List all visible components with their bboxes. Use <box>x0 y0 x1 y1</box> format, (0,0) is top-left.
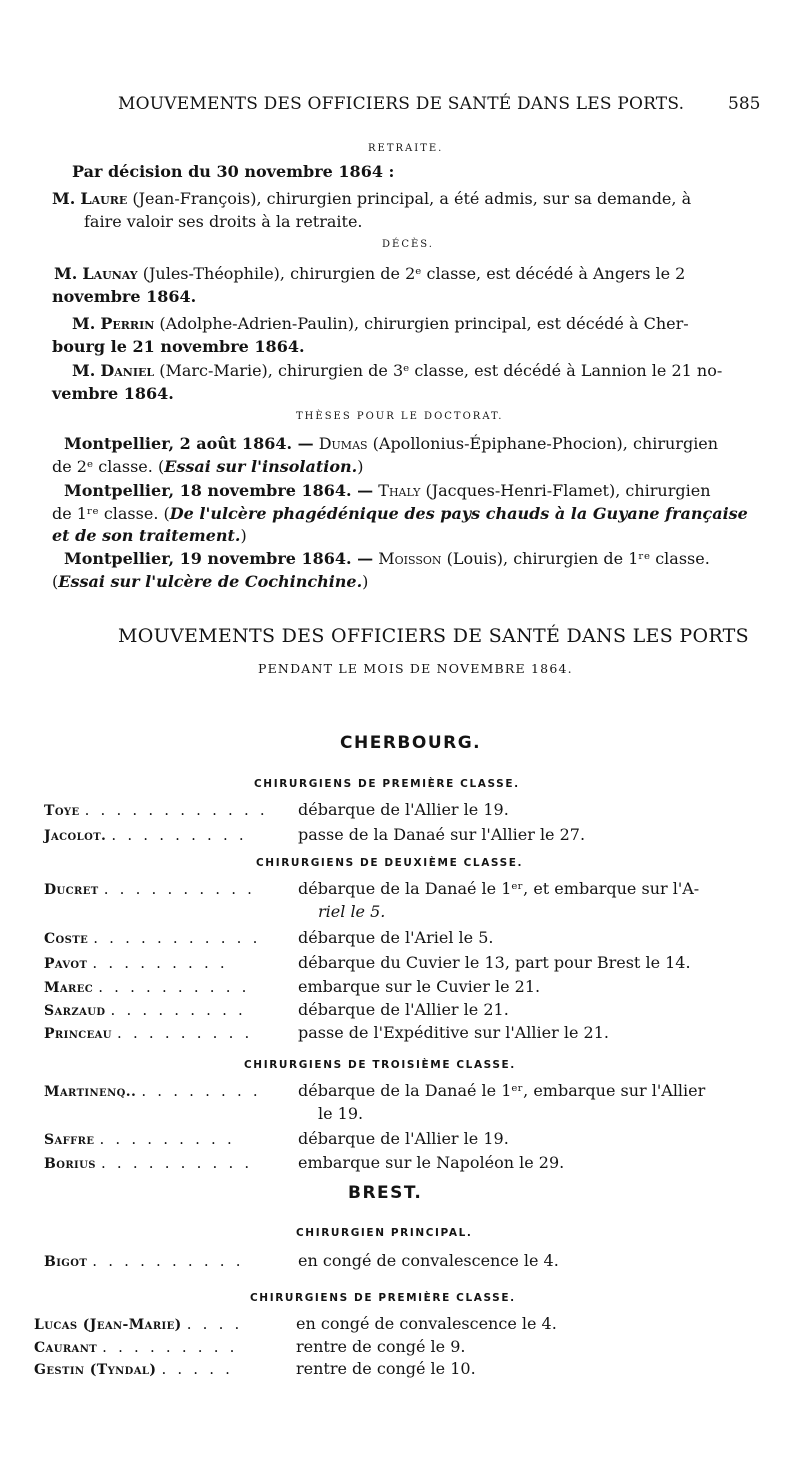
group-label: CHIRURGIENS DE DEUXIÈME CLASSE. <box>256 857 524 869</box>
person-name: Dumas <box>318 434 368 453</box>
list-item: Princeau . . . . . . . . . <box>44 1024 253 1042</box>
movement-text: débarque de la Danaé le 1ᵉʳ, embarque sur l'Allier <box>298 1081 706 1100</box>
section-subtitle: PENDANT LE MOIS DE NOVEMBRE 1864. <box>258 661 573 676</box>
section-title: MOUVEMENTS DES OFFICIERS DE SANTÉ DANS LES PORTS <box>118 625 749 647</box>
movement-text-cont: le 19. <box>318 1104 364 1123</box>
person-name: Sarzaud <box>44 1003 106 1019</box>
list-item: Coste . . . . . . . . . . . <box>44 929 261 947</box>
group-label: CHIRURGIENS DE PREMIÈRE CLASSE. <box>250 1292 516 1304</box>
person-name: Saffre <box>44 1132 95 1148</box>
person-name: Toye <box>44 803 80 819</box>
list-item: Saffre . . . . . . . . . <box>44 1130 235 1148</box>
movement-text: débarque de l'Allier le 21. <box>298 1000 509 1019</box>
thesis-title: De l'ulcère phagédénique des pays chauds à la Guyane française <box>169 504 748 523</box>
list-item: Lucas (Jean-Marie) . . . . <box>34 1315 243 1333</box>
list-item: Martinenq.. . . . . . . . . <box>44 1082 261 1100</box>
retraite-decision: Par décision du 30 novembre 1864 : <box>72 162 395 181</box>
theses-heading: THÈSES POUR LE DOCTORAT. <box>296 411 504 422</box>
list-item: Pavot . . . . . . . . . <box>44 954 228 972</box>
person-name: Thaly <box>378 481 421 500</box>
these-entry-1-line2: de 2ᵉ classe. (Essai sur l'insolation.) <box>52 457 364 476</box>
person-name: Moisson <box>378 549 442 568</box>
list-item: Ducret . . . . . . . . . . <box>44 880 256 898</box>
deces-entry-1: M. Launay (Jules-Théophile), chirurgien de 2ᵉ classe, est décédé à Angers le 2 <box>54 264 686 283</box>
list-item: Bigot . . . . . . . . . . <box>44 1252 244 1270</box>
person-name: Marec <box>44 980 94 996</box>
thesis-title: Essai sur l'ulcère de Cochinchine. <box>58 572 363 591</box>
retraite-entry-line2: faire valoir ses droits à la retraite. <box>84 212 363 231</box>
retraite-heading: RETRAITE. <box>368 143 444 154</box>
these-entry-2-line2: de 1ʳᵉ classe. (De l'ulcère phagédénique des pays chauds à la Guyane française <box>52 504 748 523</box>
list-item: Jacolot. . . . . . . . . . <box>44 826 247 844</box>
person-name: Borius <box>44 1156 96 1172</box>
person-name: Bigot <box>44 1254 88 1270</box>
person-name: Daniel <box>100 361 155 380</box>
deces-entry-3-line2: vembre 1864. <box>52 384 174 403</box>
movement-text: en congé de convalescence le 4. <box>298 1251 559 1270</box>
these-entry-2-line3: et de son traitement.) <box>52 526 247 545</box>
page-number: 585 <box>728 94 761 114</box>
person-name: Caurant <box>34 1340 98 1356</box>
city-heading-cherbourg: CHERBOURG. <box>340 733 482 753</box>
list-item: Sarzaud . . . . . . . . . <box>44 1001 246 1019</box>
running-title: MOUVEMENTS DES OFFICIERS DE SANTÉ DANS LES PORTS. <box>118 94 685 114</box>
list-item: Toye . . . . . . . . . . . . <box>44 801 268 819</box>
list-item: Borius . . . . . . . . . . <box>44 1154 253 1172</box>
these-entry-2: Montpellier, 18 novembre 1864. — Thaly (Jacques-Henri-Flamet), chirurgien <box>64 481 711 500</box>
movement-text: débarque de l'Ariel le 5. <box>298 928 494 947</box>
deces-entry-1-line2: novembre 1864. <box>52 287 197 306</box>
deces-entry-3: M. Daniel (Marc-Marie), chirurgien de 3ᵉ classe, est décédé à Lannion le 21 no- <box>72 361 723 380</box>
retraite-entry: M. Laure (Jean-François), chirurgien principal, a été admis, sur sa demande, à <box>52 189 692 208</box>
group-label: CHIRURGIENS DE PREMIÈRE CLASSE. <box>254 778 520 790</box>
city-heading-brest: BREST. <box>348 1183 423 1203</box>
person-name: Laure <box>80 189 128 208</box>
person-name: Gestin (Tyndal) <box>34 1362 157 1378</box>
these-entry-3-line2: (Essai sur l'ulcère de Cochinchine.) <box>52 572 369 591</box>
person-name: Perrin <box>100 314 155 333</box>
movement-text: débarque de la Danaé le 1ᵉʳ, et embarque sur l'A- <box>298 879 700 898</box>
movement-text: embarque sur le Napoléon le 29. <box>298 1153 565 1172</box>
movement-text: rentre de congé le 10. <box>296 1359 476 1378</box>
person-name: Launay <box>82 264 138 283</box>
deces-heading: DÉCÈS. <box>382 239 434 250</box>
person-name: Jacolot. <box>44 828 107 844</box>
movement-text-cont: riel le 5. <box>318 902 386 921</box>
person-name: Coste <box>44 931 89 947</box>
list-item: Caurant . . . . . . . . . <box>34 1338 238 1356</box>
group-label: CHIRURGIENS DE TROISIÈME CLASSE. <box>244 1059 516 1071</box>
movement-text: rentre de congé le 9. <box>296 1337 466 1356</box>
list-item: Marec . . . . . . . . . . <box>44 978 250 996</box>
movement-text: débarque de l'Allier le 19. <box>298 800 509 819</box>
these-entry-1: Montpellier, 2 août 1864. — Dumas (Apollonius-Épiphane-Phocion), chirurgien <box>64 434 719 453</box>
person-name: Martinenq.. <box>44 1084 137 1100</box>
movement-text: embarque sur le Cuvier le 21. <box>298 977 541 996</box>
movement-text: passe de la Danaé sur l'Allier le 27. <box>298 825 586 844</box>
deces-entry-2-line2: bourg le 21 novembre 1864. <box>52 337 305 356</box>
person-name: Ducret <box>44 882 99 898</box>
movement-text: débarque de l'Allier le 19. <box>298 1129 509 1148</box>
person-name: Lucas (Jean-Marie) <box>34 1317 182 1333</box>
thesis-title: Essai sur l'insolation. <box>164 457 358 476</box>
movement-text: passe de l'Expéditive sur l'Allier le 21. <box>298 1023 609 1042</box>
these-entry-3: Montpellier, 19 novembre 1864. — Moisson (Louis), chirurgien de 1ʳᵉ classe. <box>64 549 710 568</box>
deces-entry-2: M. Perrin (Adolphe-Adrien-Paulin), chirurgien principal, est décédé à Cher- <box>72 314 689 333</box>
group-label: CHIRURGIEN PRINCIPAL. <box>296 1227 473 1239</box>
list-item: Gestin (Tyndal) . . . . . <box>34 1360 234 1378</box>
movement-text: en congé de convalescence le 4. <box>296 1314 557 1333</box>
person-name: Princeau <box>44 1026 112 1042</box>
movement-text: débarque du Cuvier le 13, part pour Brest le 14. <box>298 953 691 972</box>
person-name: Pavot <box>44 956 88 972</box>
